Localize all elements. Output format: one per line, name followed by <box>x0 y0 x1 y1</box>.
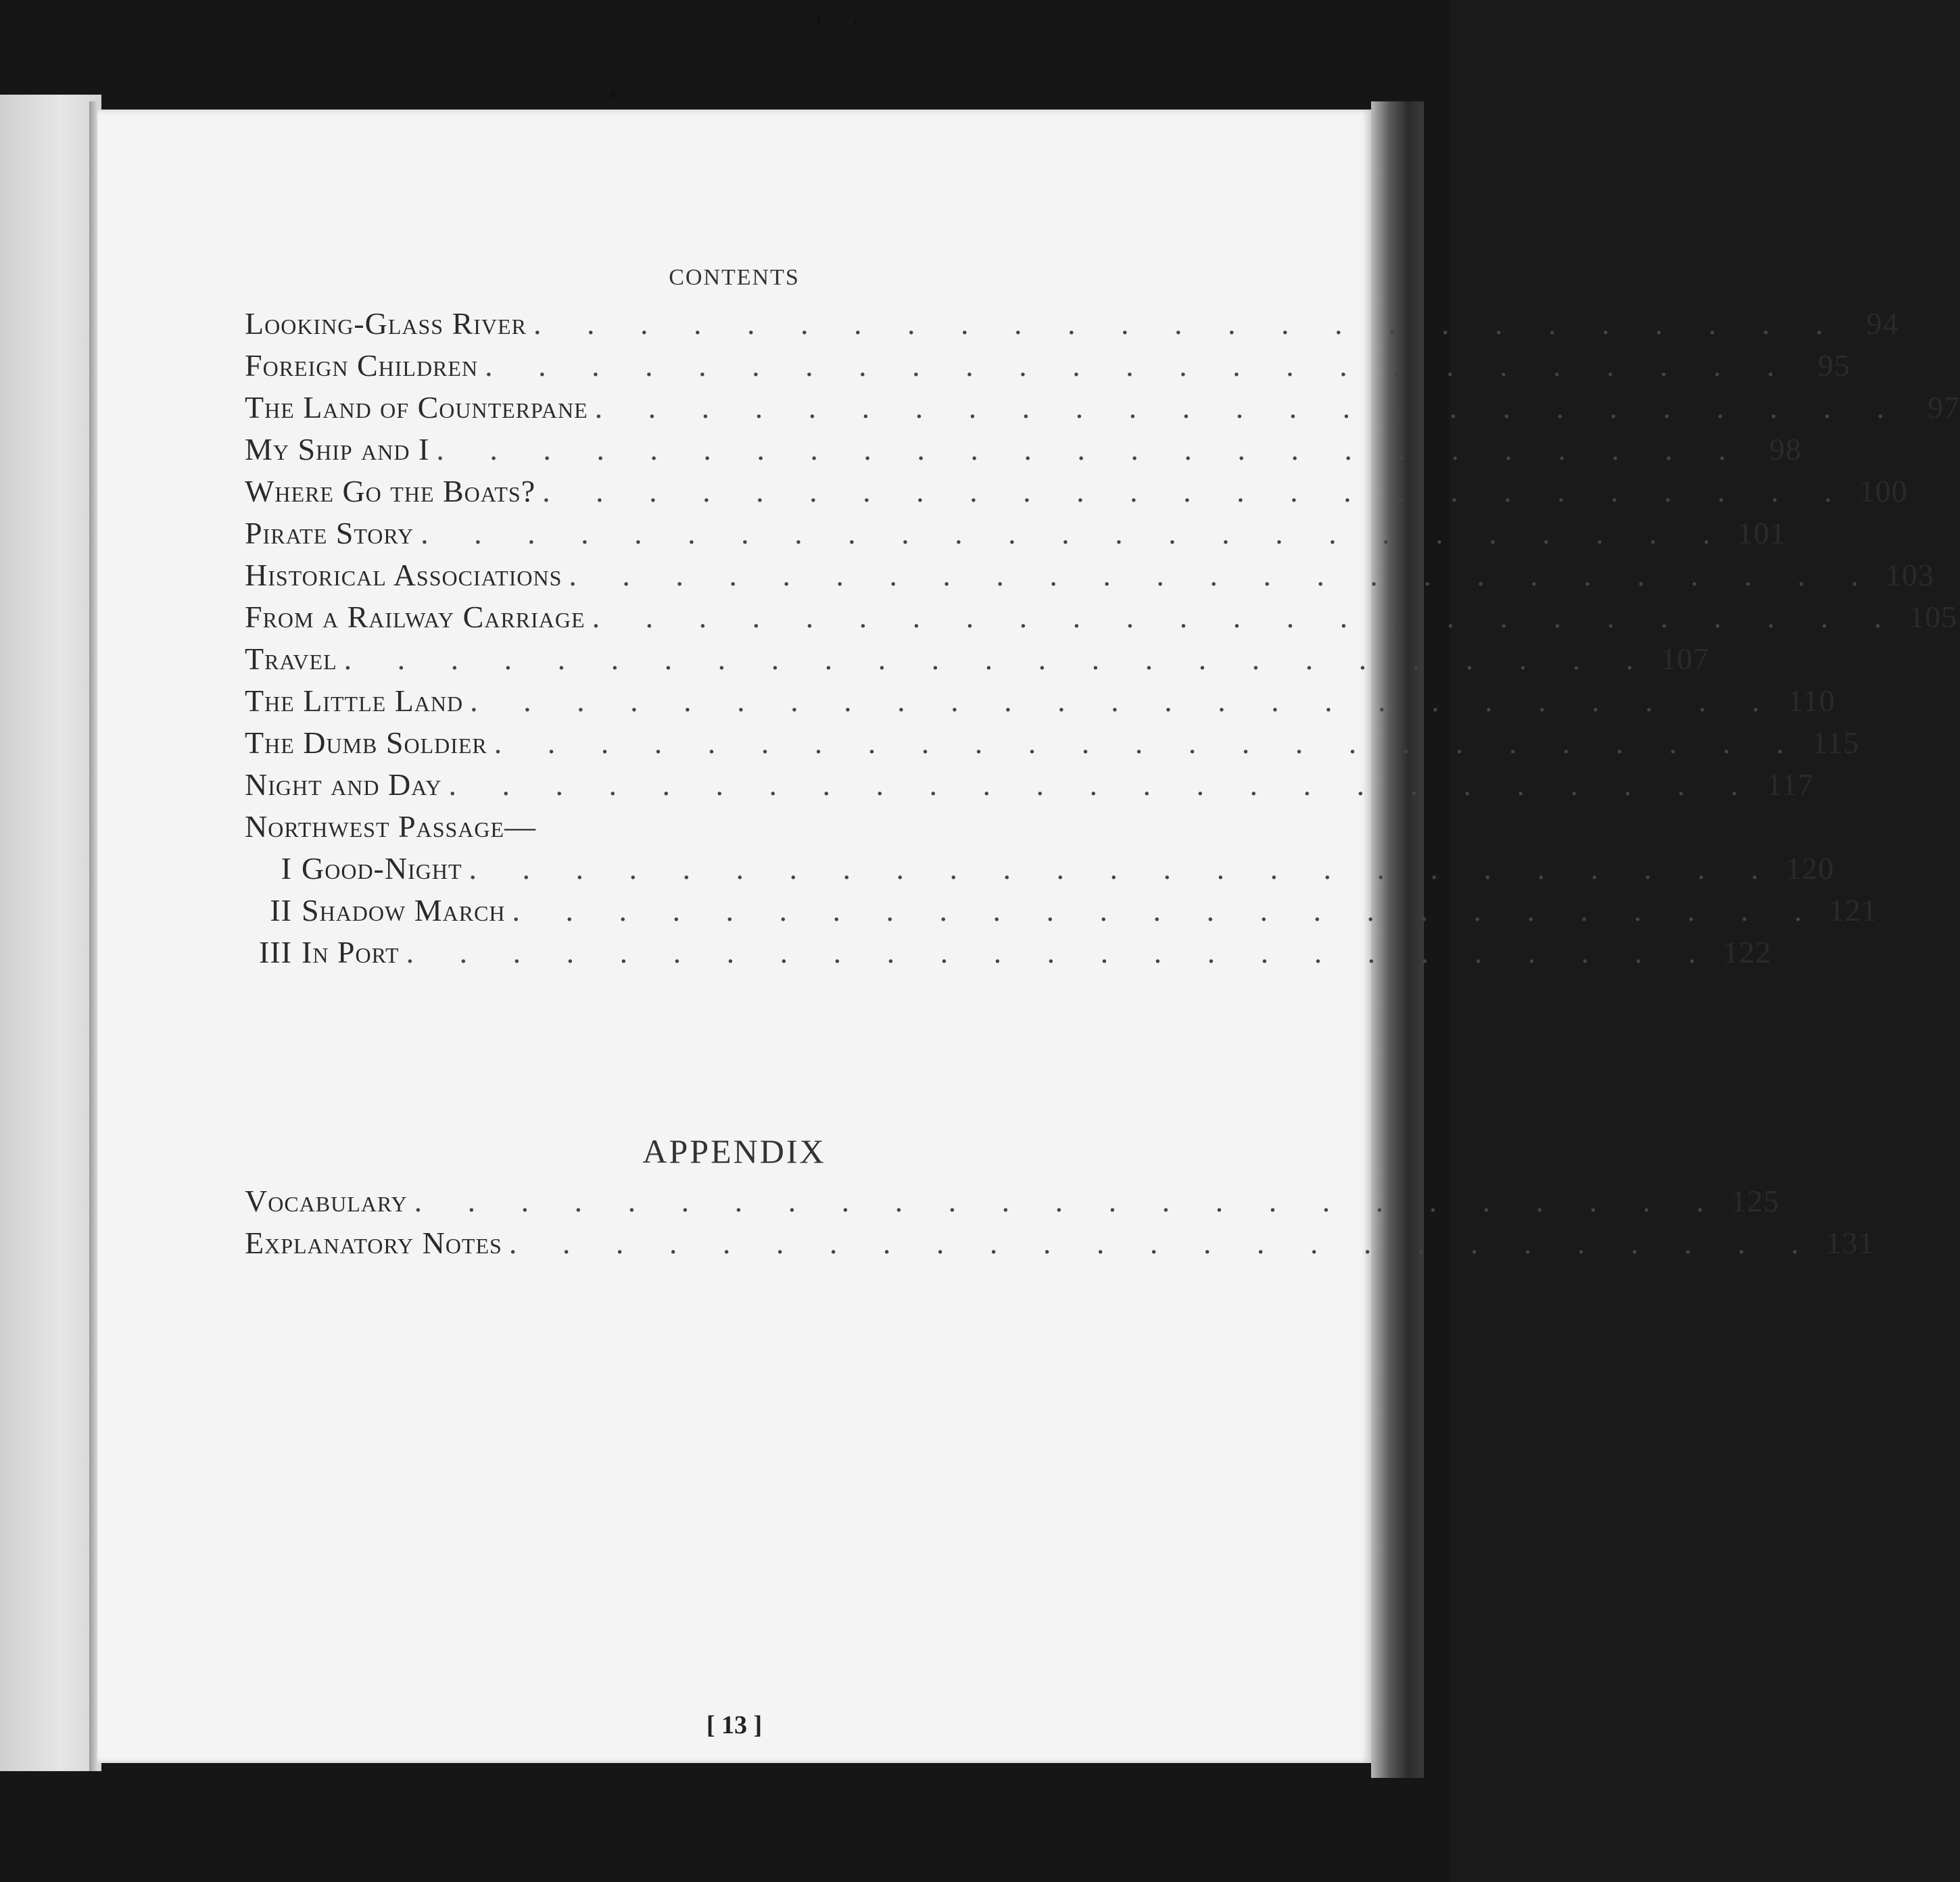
contents-page <box>97 110 1960 1763</box>
toc-entry <box>245 431 1802 473</box>
page-gutter <box>89 101 97 1771</box>
toc-entry <box>245 1183 1780 1225</box>
toc-entry <box>245 683 1836 725</box>
dot-leader: . . . . . . . . . . . . . . . . . . . . . . . . . <box>533 306 1842 341</box>
toc-entry-title: The Dumb Soldier <box>245 725 487 760</box>
page-heading: CONTENTS <box>669 265 800 290</box>
toc-entry-page: 97 <box>1928 390 1960 425</box>
toc-entry <box>245 389 1960 431</box>
toc-entry-title: Vocabulary <box>245 1184 408 1218</box>
dot-leader: . . . . . . . . . . . . . . . . . . . . . . . . . <box>592 600 1901 634</box>
toc-entry-page: 94 <box>1866 306 1899 341</box>
toc-entry-title: My Ship and I <box>245 432 430 466</box>
dot-leader: . . . . . . . . . . . . . . . . . . . . . . . . . <box>594 390 1904 425</box>
toc-entry-page: 101 <box>1737 516 1786 550</box>
toc-sub-entry <box>245 850 1835 892</box>
toc-entry-group <box>245 809 1286 850</box>
dust-speck <box>853 19 857 24</box>
toc-entry <box>245 1225 1875 1267</box>
toc-entry-title: The Land of Counterpane <box>245 390 588 425</box>
dot-leader: . . . . . . . . . . . . . . . . . . . . . . . . . <box>508 1226 1818 1260</box>
toc-entry-title: From a Railway Carriage <box>245 600 585 634</box>
previous-page-edge <box>0 95 101 1771</box>
dot-leader: . . . . . . . . . . . . . . . . . . . . . . . . . <box>569 558 1878 592</box>
toc-entry-page: 121 <box>1829 893 1878 927</box>
toc-entry-title: Shadow March <box>302 893 506 927</box>
toc-entry-title: Northwest Passage— <box>245 809 537 844</box>
toc-sub-entry <box>245 934 1772 976</box>
dot-leader: . . . . . . . . . . . . . . . . . . . . . . . . . <box>448 767 1757 802</box>
sub-entry-numeral: III <box>259 935 292 969</box>
toc-entry-page: 95 <box>1817 348 1850 383</box>
toc-entry-page: 120 <box>1786 851 1835 886</box>
toc-entry-page: 122 <box>1723 935 1772 969</box>
toc-entry <box>245 767 1814 809</box>
toc-entry <box>245 347 1850 389</box>
dot-leader: . . . . . . . . . . . . . . . . . . . . . . . . . <box>542 474 1851 508</box>
toc-entry-title: Explanatory Notes <box>245 1226 502 1260</box>
dot-leader: . . . . . . . . . . . . . . . . . . . . . . . . . <box>485 348 1794 383</box>
toc-entry-title: Where Go the Boats? <box>245 474 536 508</box>
toc-entry-page: 100 <box>1859 474 1908 508</box>
toc-entry-page: 107 <box>1660 642 1710 676</box>
dot-leader: . . . . . . . . . . . . . . . . . . . . . . . . . <box>494 725 1803 760</box>
dot-leader: . . . . . . . . . . . . . . . . . . . . . . . . . <box>406 935 1715 969</box>
dot-leader: . . . . . . . . . . . . . . . . . . . . . . . . . <box>421 516 1729 550</box>
dot-leader: . . . . . . . . . . . . . . . . . . . . . . . . . <box>470 683 1779 718</box>
toc-entry-title: The Little Land <box>245 683 464 718</box>
toc-entry-title: Historical Associations <box>245 558 563 592</box>
page-number: [ 13 ] <box>706 1711 763 1739</box>
toc-entry-page: 117 <box>1766 767 1814 802</box>
dot-leader: . . . . . . . . . . . . . . . . . . . . . . . . . <box>469 851 1778 886</box>
dot-leader: . . . . . . . . . . . . . . . . . . . . . . . . . <box>414 1184 1723 1218</box>
dust-speck <box>610 91 617 99</box>
dot-leader: . . . . . . . . . . . . . . . . . . . . . . . . . <box>436 432 1745 466</box>
dust-speck <box>817 18 821 24</box>
toc-entry-page: 103 <box>1885 558 1934 592</box>
toc-entry-title: Good-Night <box>302 851 462 886</box>
dot-leader: . . . . . . . . . . . . . . . . . . . . . . . . . <box>343 642 1653 676</box>
toc-entry-title: Foreign Children <box>245 348 479 383</box>
toc-entry-page: 125 <box>1731 1184 1780 1218</box>
dot-leader: . . . . . . . . . . . . . . . . . . . . . . . . . <box>512 893 1821 927</box>
toc-entry-page: 131 <box>1825 1226 1875 1260</box>
appendix-list <box>245 1183 1875 1267</box>
toc-entry <box>245 599 1958 641</box>
toc-entry <box>245 557 1934 599</box>
toc-entry-title: Travel <box>245 642 337 676</box>
sub-entry-numeral: II <box>270 893 292 927</box>
toc-entry <box>245 725 1860 767</box>
toc-entry-title: Night and Day <box>245 767 442 802</box>
toc-entry <box>245 306 1899 347</box>
toc-entry-title: In Port <box>302 935 400 969</box>
toc-entry-page: 110 <box>1788 683 1836 718</box>
toc-entry-title: Looking-Glass River <box>245 306 527 341</box>
toc-entry <box>245 515 1786 557</box>
toc-entry <box>245 641 1710 683</box>
toc-entry-page: 105 <box>1909 600 1958 634</box>
contents-list <box>245 306 1960 976</box>
appendix-heading: APPENDIX <box>642 1132 826 1170</box>
toc-entry <box>245 473 1908 515</box>
toc-sub-entry <box>245 892 1878 934</box>
toc-entry-title: Pirate Story <box>245 516 414 550</box>
toc-entry-page: 115 <box>1811 725 1860 760</box>
sub-entry-numeral: I <box>281 851 292 886</box>
toc-entry-page: 98 <box>1769 432 1802 466</box>
